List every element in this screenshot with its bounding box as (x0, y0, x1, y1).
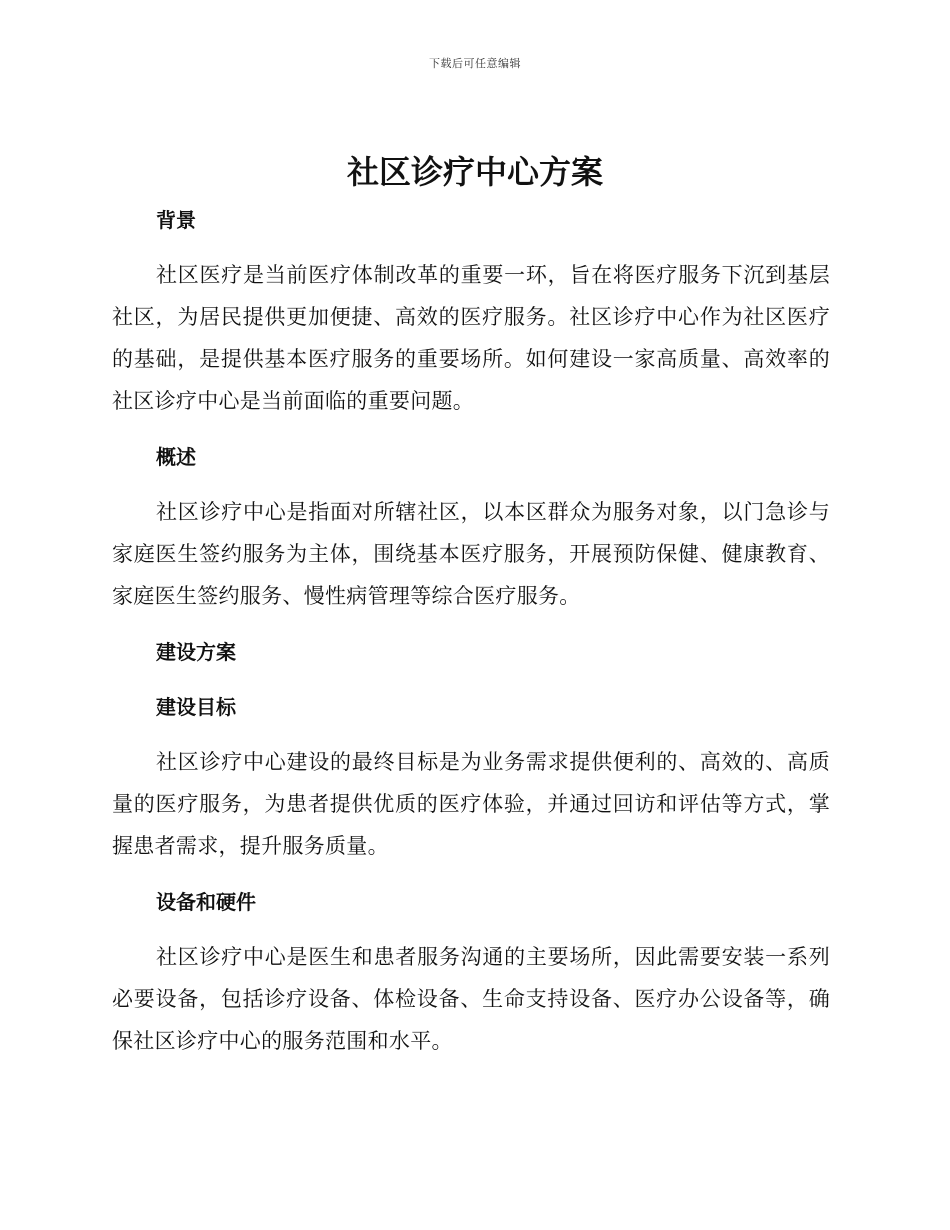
section-heading-overview: 概述 (156, 445, 196, 469)
section-heading-background: 背景 (156, 208, 196, 232)
header-note: 下载后可任意编辑 (429, 57, 521, 70)
paragraph-overview: 社区诊疗中心是指面对所辖社区，以本区群众为服务对象，以门急诊与家庭医生签约服务为主体，围绕基本医疗服务，开展预防保健、健康教育、家庭医生签约服务、慢性病管理等综合医疗服务。 (112, 500, 830, 608)
paragraph-equipment-hardware: 社区诊疗中心是医生和患者服务沟通的主要场所，因此需要安装一系列必要设备，包括诊疗设备、体检设备、生命支持设备、医疗办公设备等，确保社区诊疗中心的服务范围和水平。 (112, 945, 830, 1053)
section-heading-construction-goal: 建设目标 (156, 695, 236, 719)
section-heading-equipment-hardware: 设备和硬件 (156, 890, 256, 914)
document-body (112, 200, 830, 1062)
paragraph-background: 社区医疗是当前医疗体制改革的重要一环，旨在将医疗服务下沉到基层社区，为居民提供更加便捷、高效的医疗服务。社区诊疗中心作为社区医疗的基础，是提供基本医疗服务的重要场所。如何建设一家高质量、高效率的社区诊疗中心是当前面临的重要问题。 (112, 263, 830, 413)
paragraph-construction-goal: 社区诊疗中心建设的最终目标是为业务需求提供便利的、高效的、高质量的医疗服务，为患者提供优质的医疗体验，并通过回访和评估等方式，掌握患者需求，提升服务质量。 (112, 750, 830, 858)
section-heading-construction-plan: 建设方案 (156, 640, 236, 664)
document-title: 社区诊疗中心方案 (346, 153, 603, 191)
